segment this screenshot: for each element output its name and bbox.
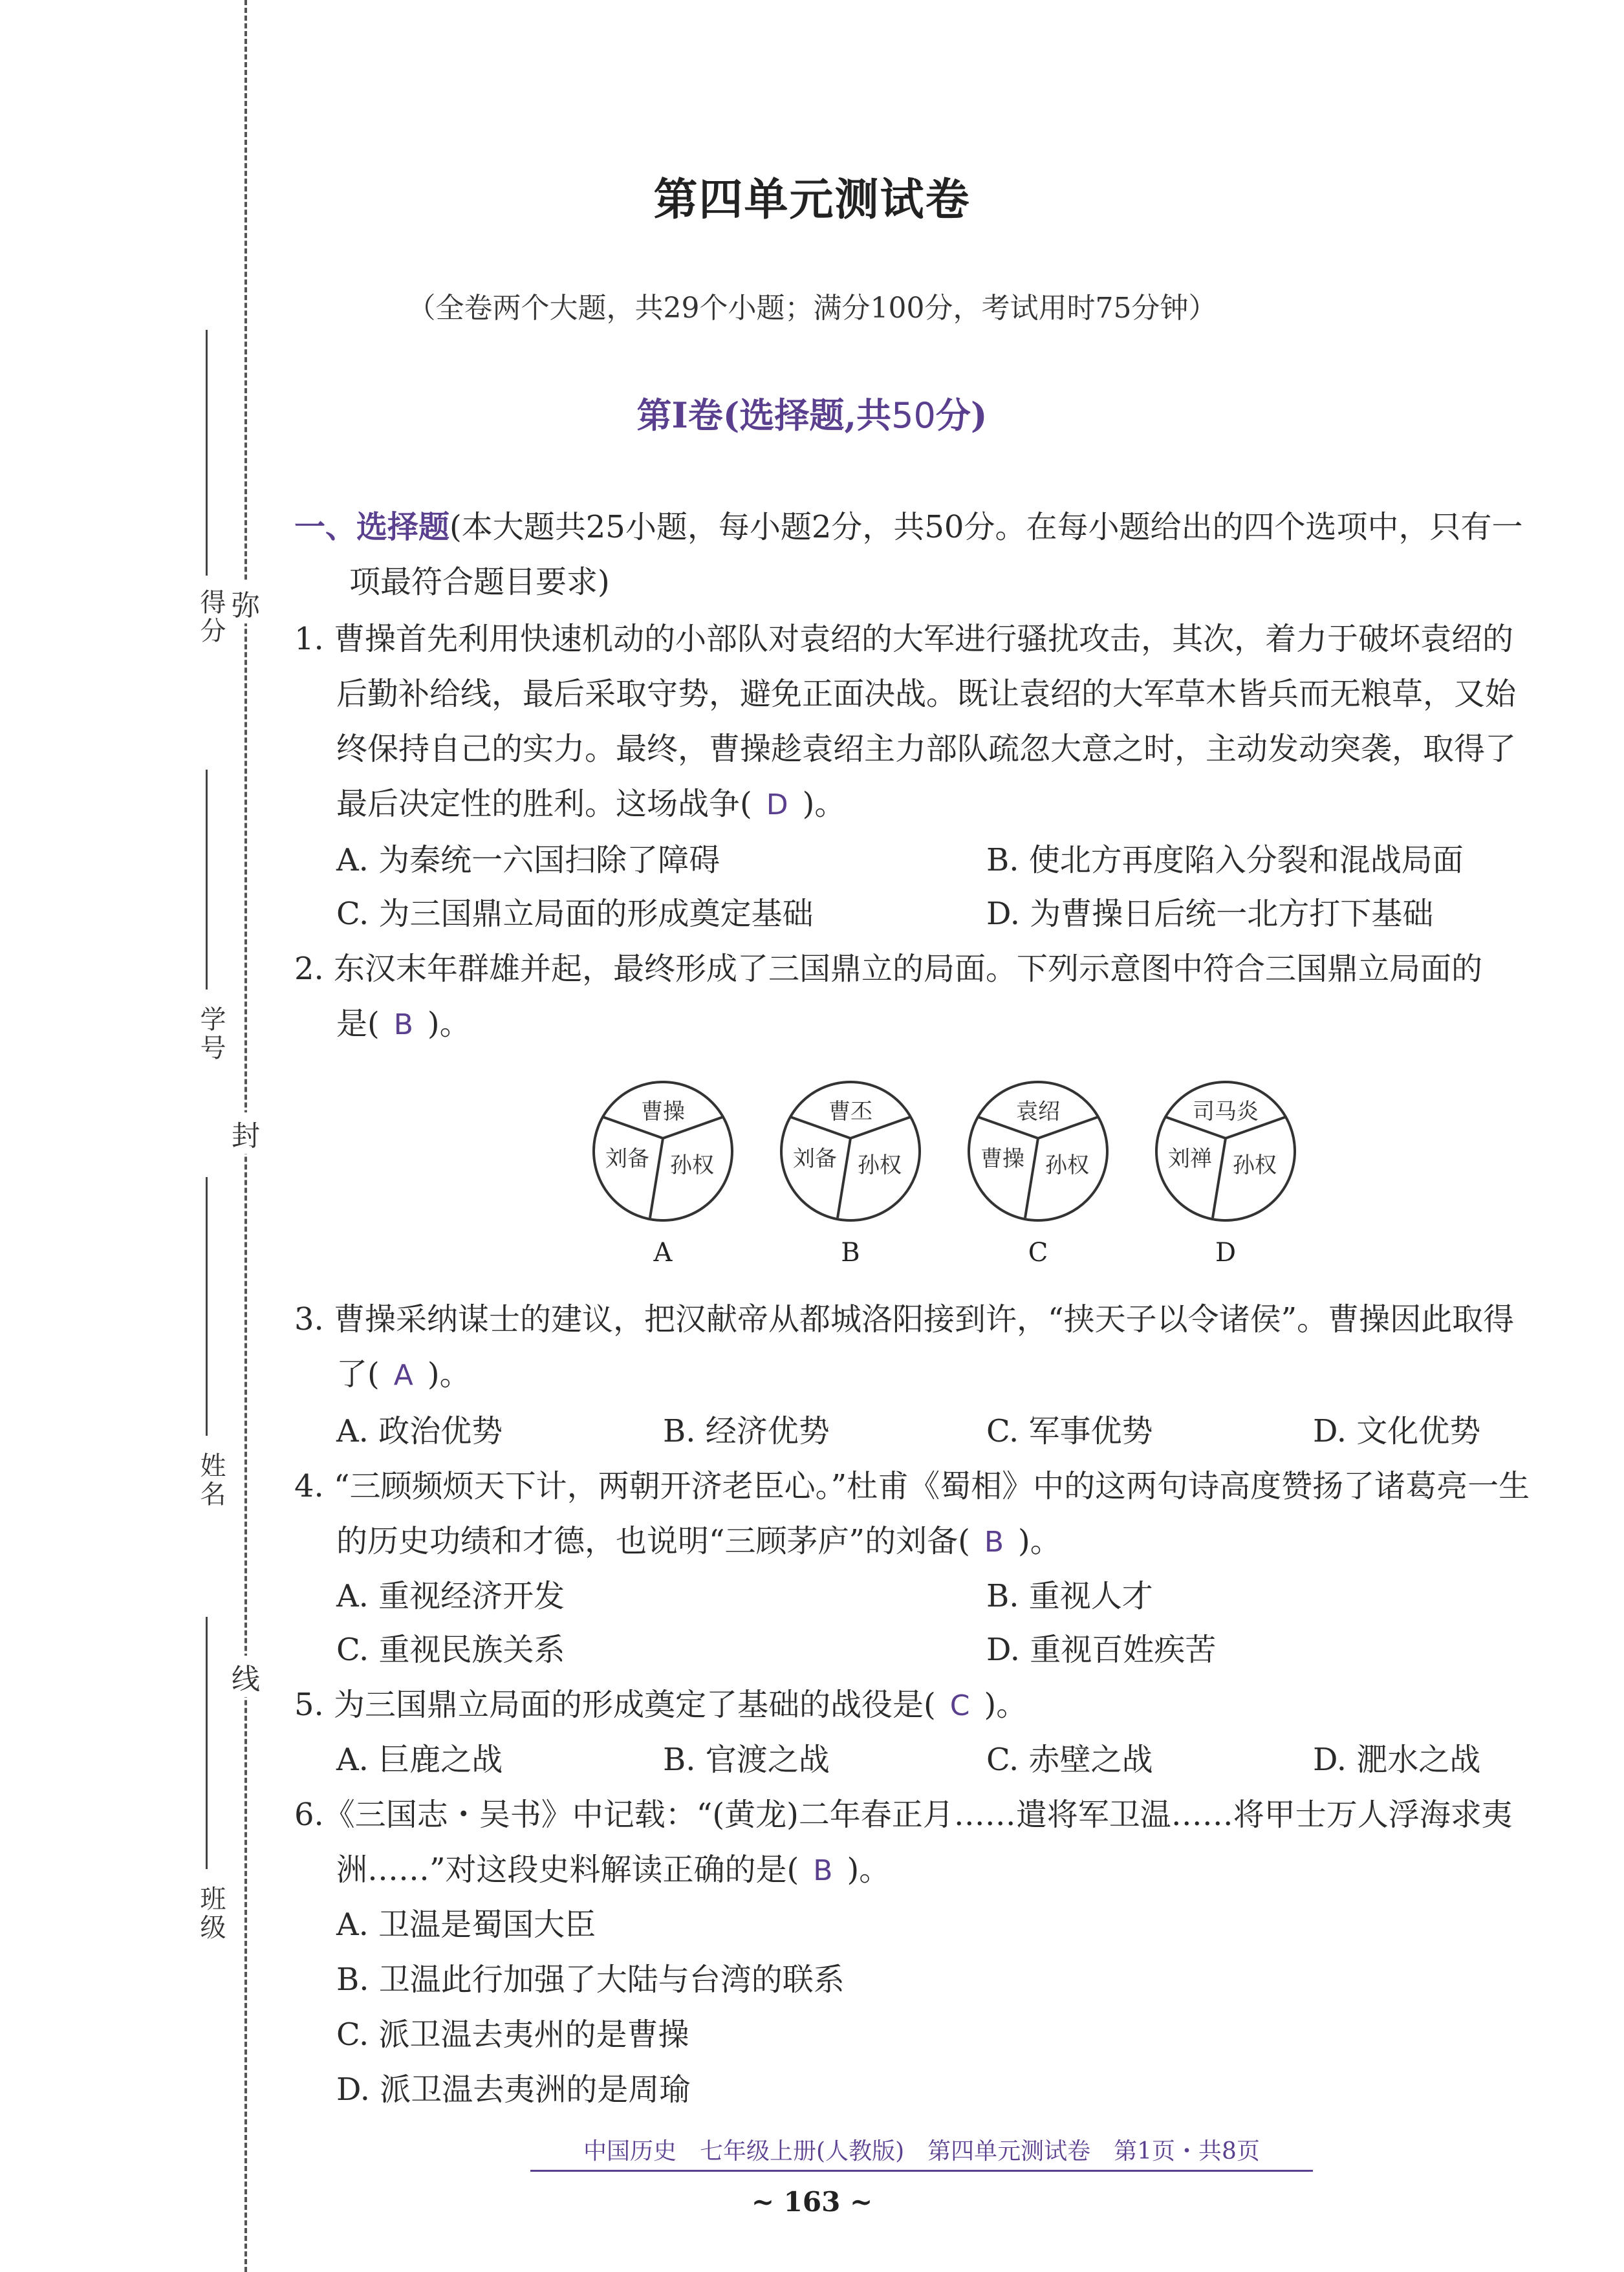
q5-answer: C (949, 1689, 970, 1722)
student-id-label: 学号 (196, 1006, 226, 1063)
q6-option-b: B. 卫温此行加强了大陆与台湾的联系 (336, 1962, 845, 1998)
part-heading: 一、选择题 (294, 509, 450, 545)
q3-stem-end: 了( (336, 1356, 380, 1392)
q5-option-a: A. 巨鹿之战 (336, 1742, 503, 1778)
q6-line2 (336, 1850, 890, 1890)
class-label: 班级 (196, 1885, 226, 1942)
diagram-b-top: 曹丕 (828, 1099, 872, 1125)
diagram-c-label: C (1028, 1238, 1048, 1264)
q3-line1: 3. 曹操采纳谋士的建议，把汉献帝从都城洛阳接到许，“挟天子以令诸侯”。曹操因此取得 (294, 1301, 1515, 1337)
q3-option-a: A. 政治优势 (336, 1413, 503, 1449)
q6-answer: B (813, 1854, 833, 1887)
q5-line1 (294, 1685, 1027, 1726)
page-title: 第四单元测试卷 (653, 174, 971, 226)
q5-option-b: B. 官渡之战 (663, 1742, 830, 1778)
seal-char-mi: 弥 (228, 582, 264, 623)
q4-line1: 4. “三顾频烦天下计，两朝开济老臣心。”杜甫《蜀相》中的这两句诗高度赞扬了诸葛亮一生 (294, 1468, 1530, 1504)
q6-line1: 6.《三国志・吴书》中记载：“(黄龙)二年春正月……遣将军卫温……将甲士万人浮海求夷 (294, 1797, 1513, 1833)
diagram-a-top: 曹操 (641, 1099, 685, 1125)
q2-stem-close: )。 (427, 1006, 471, 1042)
q6-option-d: D. 派卫温去夷洲的是周瑜 (336, 2072, 691, 2108)
diagram-d (1156, 1082, 1295, 1264)
diagram-b-right: 孙权 (858, 1152, 902, 1178)
seal-char-xian: 线 (228, 1656, 264, 1697)
section-suffix: 分) (935, 395, 988, 436)
q3-option-c: C. 军事优势 (986, 1413, 1153, 1449)
diagram-c-left: 曹操 (980, 1146, 1024, 1172)
page-footer: 中国历史 七年级上册(人教版) 第四单元测试卷 第1页・共8页 (530, 2133, 1313, 2172)
name-blank-line (206, 1177, 208, 1436)
student-id-blank-line (206, 770, 208, 990)
q1-option-a: A. 为秦统一六国扫除了障碍 (336, 842, 720, 878)
q1-option-c: C. 为三国鼎立局面的形成奠定基础 (336, 896, 814, 932)
q4-option-a: A. 重视经济开发 (336, 1578, 565, 1614)
q1-line3: 终保持自己的实力。最终，曹操趁袁绍主力部队疏忽大意之时，主动发动突袭，取得了 (336, 731, 1517, 767)
q3-option-b: B. 经济优势 (663, 1413, 830, 1449)
q4-answer: B (984, 1526, 1004, 1559)
q1-line4 (336, 784, 845, 825)
q1-stem-close: )。 (802, 786, 846, 822)
diagram-b-left: 刘备 (793, 1146, 837, 1172)
diagram-a-left: 刘备 (605, 1146, 649, 1172)
part-instr-line2: 项最符合题目要求) (349, 564, 610, 600)
q5-option-c: C. 赤壁之战 (986, 1742, 1153, 1778)
q3-option-d: D. 文化优势 (1313, 1413, 1481, 1449)
name-label: 姓名 (196, 1452, 226, 1509)
q1-option-b: B. 使北方再度陷入分裂和混战局面 (986, 842, 1464, 878)
q1-line1: 1. 曹操首先利用快速机动的小部队对袁绍的大军进行骚扰攻击，其次，着力于破坏袁绍的 (294, 621, 1514, 657)
q4-option-d: D. 重视百姓疾苦 (986, 1632, 1217, 1668)
diagram-d-top: 司马炎 (1193, 1099, 1259, 1125)
diagram-c-top: 袁绍 (1016, 1099, 1060, 1125)
q4-line2 (336, 1522, 1061, 1562)
q3-stem-close: )。 (427, 1356, 471, 1392)
diagram-a (594, 1082, 732, 1264)
diagram-d-label: D (1215, 1238, 1237, 1264)
q6-stem-close: )。 (847, 1852, 891, 1888)
diagram-b (781, 1082, 920, 1264)
seal-char-feng: 封 (228, 1112, 264, 1154)
score-label: 得分 (196, 589, 226, 645)
q6-stem-end: 洲……”对这段史料解读正确的是( (336, 1852, 799, 1888)
q5-stem: 5. 为三国鼎立局面的形成奠定了基础的战役是( (294, 1687, 936, 1723)
q2-line1: 2. 东汉末年群雄并起，最终形成了三国鼎立的局面。下列示意图中符合三国鼎立局面的 (294, 951, 1483, 987)
score-blank-line (206, 330, 208, 576)
q6-option-a: A. 卫温是蜀国大臣 (336, 1907, 596, 1943)
part-instructions (294, 508, 1522, 546)
q4-option-b: B. 重视人才 (986, 1578, 1153, 1614)
q5-stem-close: )。 (984, 1687, 1028, 1723)
section-score: 50 (891, 395, 936, 436)
diagram-c (969, 1082, 1107, 1264)
q2-line2 (336, 1004, 471, 1044)
three-kingdoms-diagrams (569, 1070, 1319, 1264)
q1-line2: 后勤补给线，最后采取守势，避免正面决战。既让袁绍的大军草木皆兵而无粮草，又始 (336, 676, 1517, 712)
page-number: ~ 163 ~ (751, 2186, 873, 2218)
section-heading (0, 388, 1624, 438)
q1-option-d: D. 为曹操日后统一北方打下基础 (986, 896, 1434, 932)
q6-option-c: C. 派卫温去夷州的是曹操 (336, 2017, 689, 2053)
section-prefix: 第Ⅰ卷(选择题,共 (636, 395, 892, 436)
q1-answer: D (766, 788, 788, 821)
exam-info: （全卷两个大题，共29个小题；满分100分，考试用时75分钟） (407, 292, 1217, 325)
q4-stem-close: )。 (1018, 1523, 1061, 1559)
q4-option-c: C. 重视民族关系 (336, 1632, 565, 1668)
diagram-d-right: 孙权 (1233, 1152, 1277, 1178)
q3-line2 (336, 1355, 471, 1395)
class-blank-line (206, 1617, 208, 1869)
diagram-b-label: B (841, 1238, 860, 1264)
q2-stem-end: 是( (336, 1006, 380, 1042)
diagram-d-left: 刘禅 (1168, 1146, 1212, 1172)
diagram-c-right: 孙权 (1045, 1152, 1089, 1178)
part-instr-line1: (本大题共25小题，每小题2分，共50分。在每小题给出的四个选项中，只有一 (449, 509, 1523, 545)
q4-stem-end: 的历史功绩和才德，也说明“三顾茅庐”的刘备( (336, 1523, 970, 1559)
diagram-a-label: A (653, 1238, 673, 1264)
q3-answer: A (393, 1359, 413, 1392)
diagram-a-right: 孙权 (670, 1152, 714, 1178)
q1-stem-end: 最后决定性的胜利。这场战争( (336, 786, 752, 822)
q5-option-d: D. 淝水之战 (1313, 1742, 1481, 1778)
q2-answer: B (393, 1008, 413, 1041)
